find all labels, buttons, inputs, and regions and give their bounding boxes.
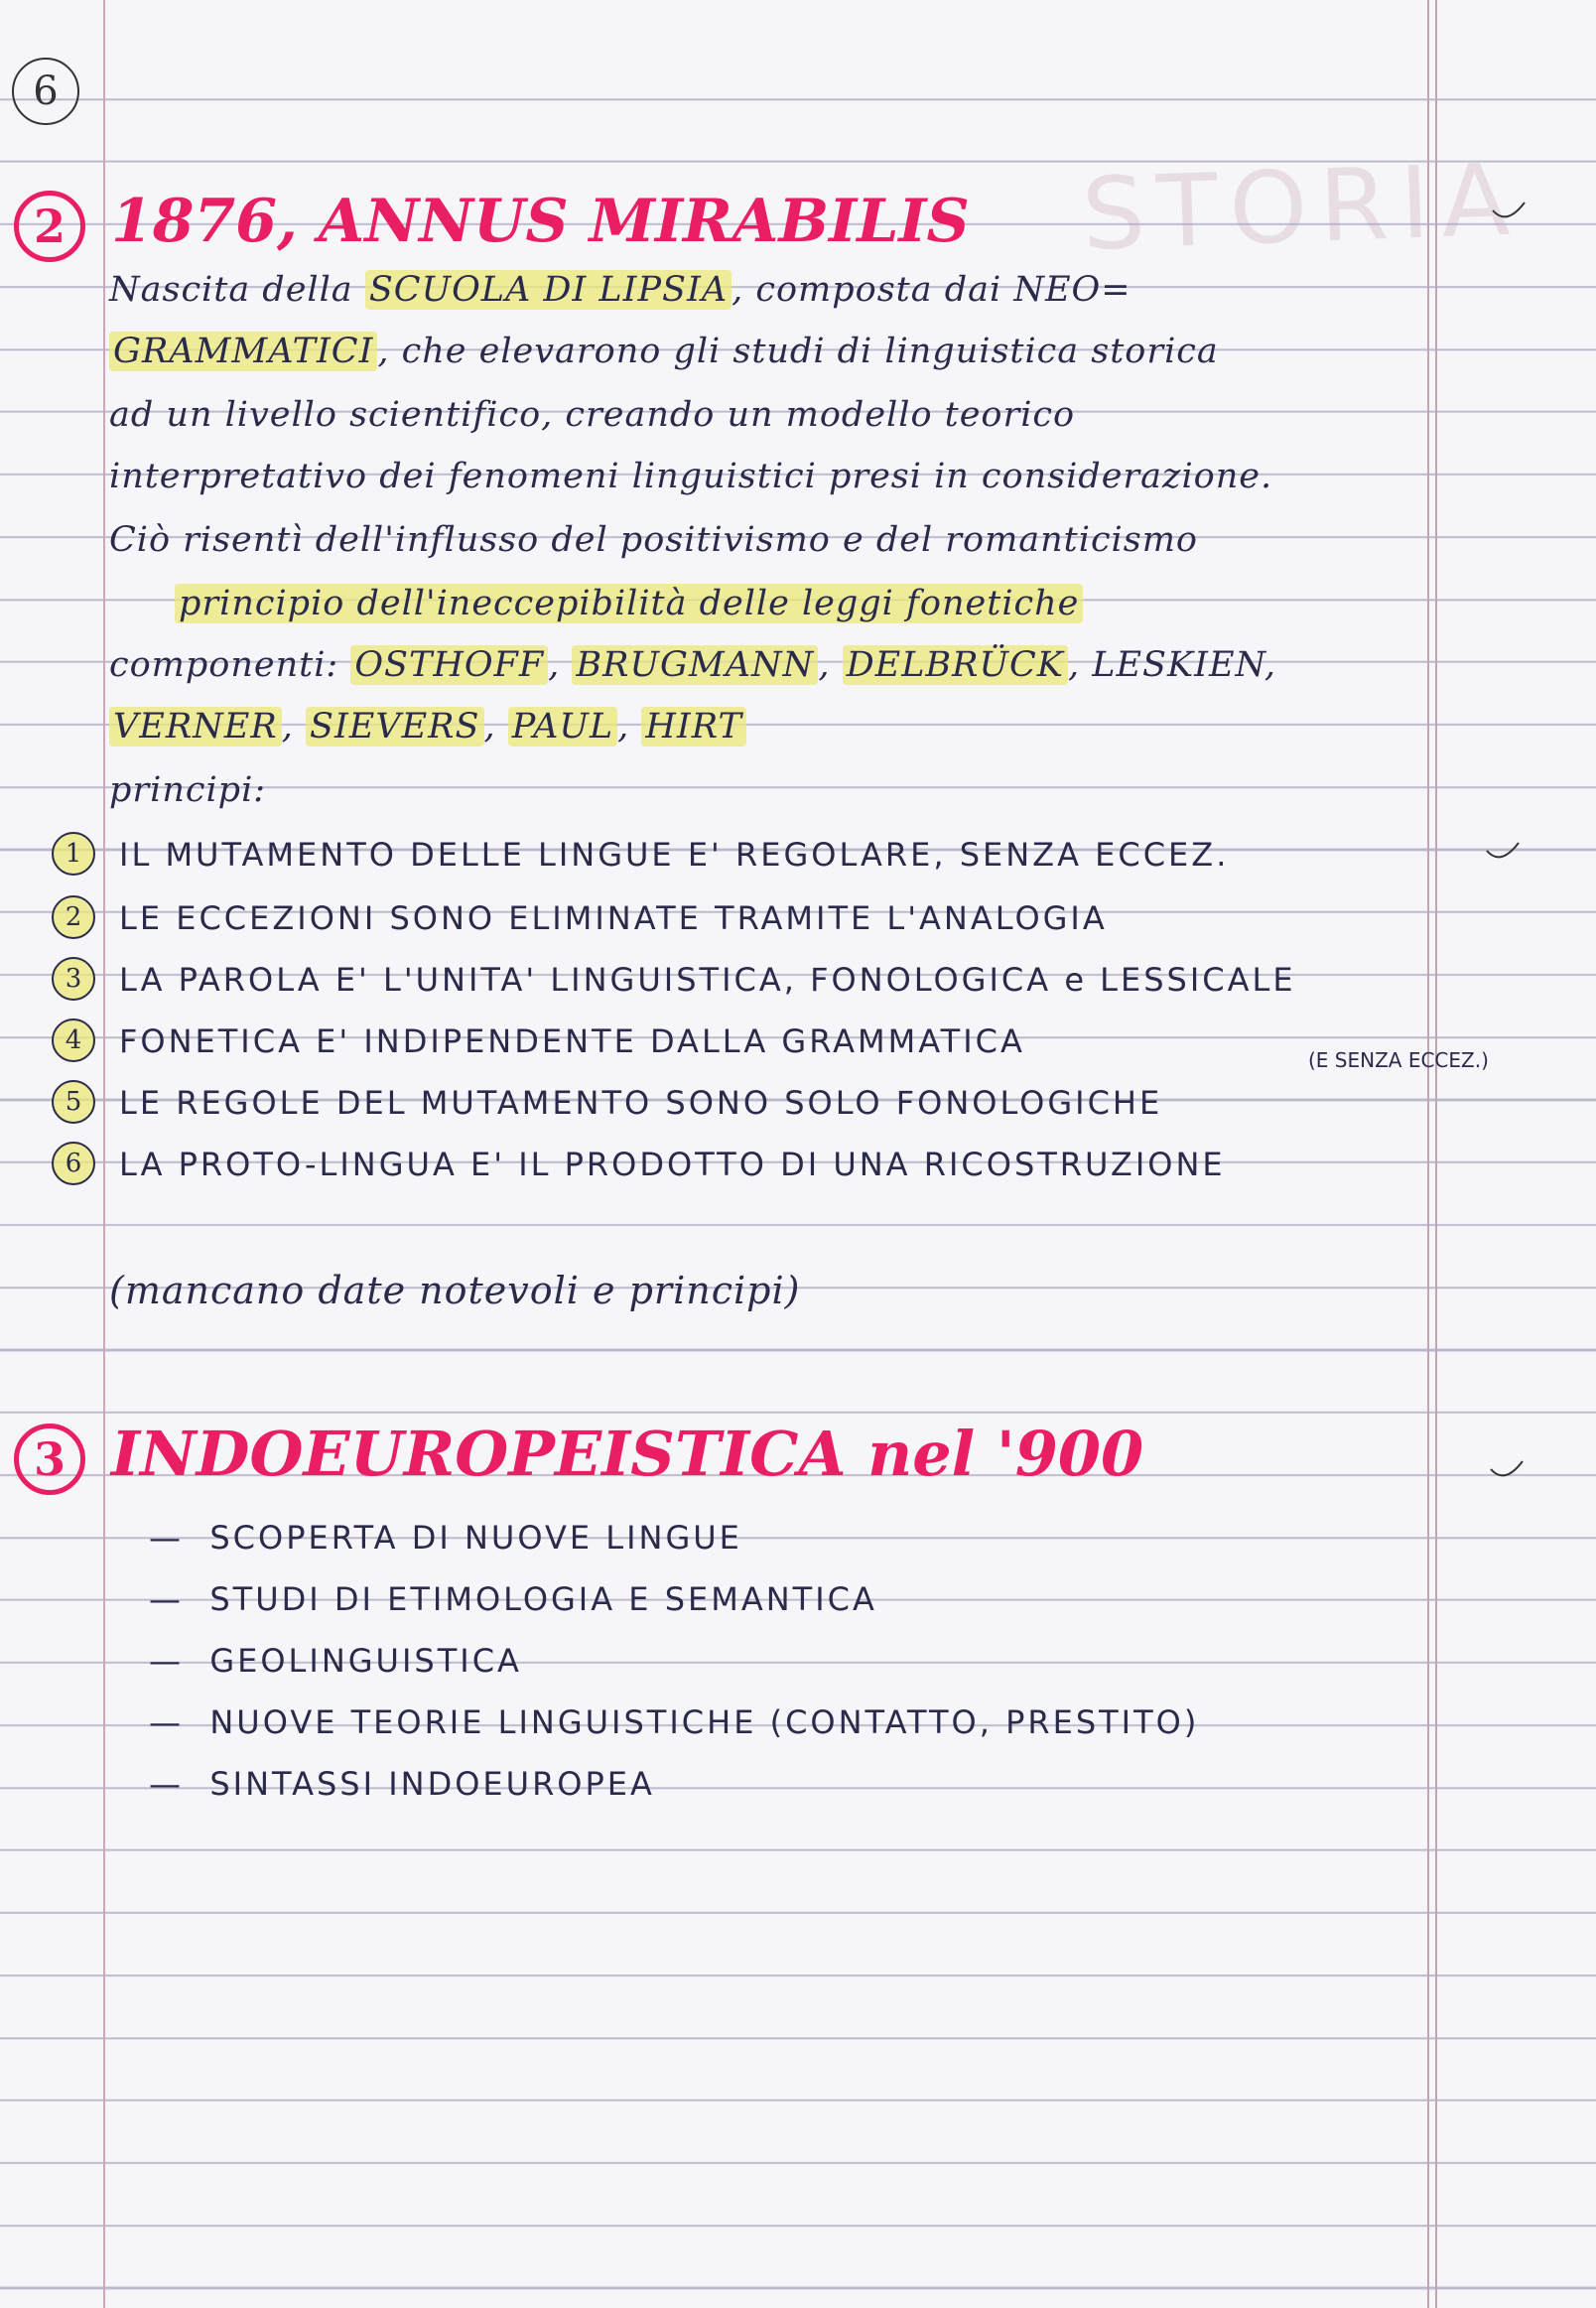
principle-number: 2: [52, 895, 95, 939]
bullet-item: — NUOVE TEORIE LINGUISTICHE (CONTATTO, PRESTITO): [149, 1703, 1200, 1741]
bleed-through-text: STORIA: [1080, 141, 1524, 273]
highlight: SCUOLA DI LIPSIA: [365, 270, 732, 310]
components-line-1: componenti: OSTHOFF , BRUGMANN , DELBRÜCK , LESKIEN,: [109, 645, 1277, 685]
principles-label: principi:: [109, 770, 267, 810]
principle-text: IL MUTAMENTO DELLE LINGUE E' REGOLARE, SENZA ECCEZ.: [119, 836, 1230, 874]
components-line-2: VERNER , SIEVERS , PAUL , HIRT: [109, 707, 746, 747]
bullet-text: SCOPERTA DI NUOVE LINGUE: [209, 1519, 742, 1557]
body-line-5: Ciò risentì dell'influsso del positivismo e del romanticismo: [109, 520, 1198, 560]
bullet-text: SINTASSI INDOEUROPEA: [209, 1765, 655, 1803]
principle-line: [175, 584, 1083, 623]
line-text: , che elevarono gli studi di linguistica storica: [377, 332, 1219, 371]
component-name: DELBRÜCK: [843, 645, 1068, 685]
check-mark-icon: [1483, 839, 1523, 869]
section-2-title: 1876, ANNUS MIRABILIS: [111, 187, 970, 256]
section-2-heading: [14, 187, 970, 262]
component-name: VERNER: [109, 707, 282, 747]
highlight: GRAMMATICI: [109, 332, 377, 371]
principle-number: 4: [52, 1018, 95, 1062]
line-text: , composta dai NEO=: [732, 270, 1131, 310]
section-3-number: 3: [14, 1424, 85, 1495]
principle-number: 1: [52, 832, 95, 876]
bullet-item: — STUDI DI ETIMOLOGIA E SEMANTICA: [149, 1580, 877, 1618]
bullet-item: — SINTASSI INDOEUROPEA: [149, 1765, 655, 1803]
principle-number: 6: [52, 1142, 95, 1185]
section-3-title: INDOEUROPEISTICA nel '900: [111, 1418, 1144, 1490]
right-margin-line: [1427, 0, 1429, 2308]
bullet-text: STUDI DI ETIMOLOGIA E SEMANTICA: [209, 1580, 877, 1618]
principle-number: 5: [52, 1080, 95, 1124]
right-margin-line-2: [1435, 0, 1437, 2308]
body-line-3: ad un livello scientifico, creando un modello teorico: [109, 395, 1076, 435]
components-label: componenti:: [109, 645, 339, 685]
bullet-text: GEOLINGUISTICA: [209, 1642, 522, 1680]
section-2-number: 2: [14, 191, 85, 262]
principle-text: LA PAROLA E' L'UNITA' LINGUISTICA, FONOLOGICA e LESSICALE: [119, 961, 1296, 999]
body-line-1: [109, 270, 1131, 310]
left-margin-line: [103, 0, 105, 2308]
principle-text: LA PROTO-LINGUA E' IL PRODOTTO DI UNA RICOSTRUZIONE: [119, 1146, 1226, 1183]
body-line-4: interpretativo dei fenomeni linguistici presi in considerazione.: [109, 457, 1273, 496]
bullet-text: NUOVE TEORIE LINGUISTICHE (CONTATTO, PRESTITO): [209, 1703, 1200, 1741]
check-mark-icon: [1489, 199, 1529, 228]
component-name: SIEVERS: [306, 707, 484, 747]
body-line-2: [109, 332, 1219, 371]
component-name: OSTHOFF: [350, 645, 548, 685]
component-name: BRUGMANN: [572, 645, 818, 685]
check-mark-icon: [1487, 1457, 1527, 1487]
principle-text: LE REGOLE DEL MUTAMENTO SONO SOLO FONOLOGICHE: [119, 1084, 1163, 1122]
highlight: principio dell'ineccepibilità delle leggi fonetiche: [175, 584, 1083, 623]
principle-number: 3: [52, 957, 95, 1001]
page-number: 6: [12, 58, 79, 125]
bullet-item: — SCOPERTA DI NUOVE LINGUE: [149, 1519, 742, 1557]
missing-note: (mancano date notevoli e principi): [109, 1269, 801, 1312]
bullet-item: — GEOLINGUISTICA: [149, 1642, 522, 1680]
component-name: PAUL: [508, 707, 617, 747]
annotation-note: (E SENZA ECCEZ.): [1308, 1048, 1489, 1072]
component-name: LESKIEN,: [1092, 645, 1277, 685]
principle-text: FONETICA E' INDIPENDENTE DALLA GRAMMATICA: [119, 1022, 1025, 1060]
line-text: Nascita della: [109, 270, 365, 310]
principle-text: LE ECCEZIONI SONO ELIMINATE TRAMITE L'ANALOGIA: [119, 899, 1108, 937]
component-name: HIRT: [641, 707, 745, 747]
section-3-heading: [14, 1418, 1143, 1495]
